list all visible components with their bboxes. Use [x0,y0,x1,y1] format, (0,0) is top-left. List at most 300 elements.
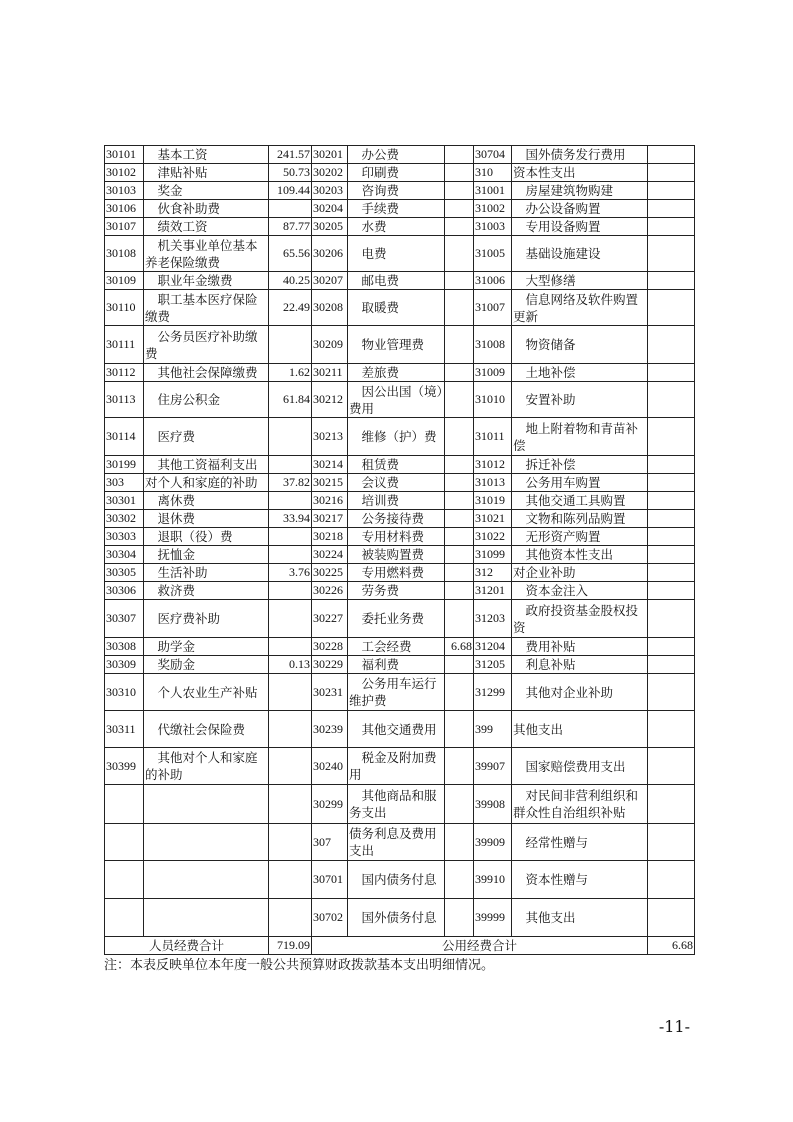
item-name: 专用材料费 [348,528,445,546]
table-row [105,899,695,937]
item-amount: 87.77 [269,218,312,236]
item-name: 其他工资福利支出 [144,456,269,474]
item-code: 30307 [105,600,144,638]
item-amount [269,711,312,748]
item-amount [648,546,695,564]
item-code: 31012 [474,456,512,474]
table-row [105,528,695,546]
item-amount [648,582,695,600]
item-amount [269,600,312,638]
item-amount [269,200,312,218]
item-amount [648,785,695,824]
item-amount: 0.13 [269,656,312,674]
item-amount [445,418,474,456]
item-name: 无形资产购置 [512,528,648,546]
item-amount: 50.73 [269,164,312,182]
item-code: 30309 [105,656,144,674]
personnel-total-amount: 719.09 [269,937,312,955]
item-name: 因公出国（境）费用 [349,383,443,416]
item-name: 退职（役）费 [144,528,269,546]
item-code: 30311 [105,711,144,748]
item-code: 31005 [474,236,512,272]
item-amount [648,748,695,785]
table-row [105,785,695,824]
item-code: 39999 [474,899,512,937]
item-code: 30203 [312,182,348,200]
item-code: 30308 [105,638,144,656]
item-amount [648,272,695,290]
item-amount [269,824,312,861]
table-row [105,200,695,218]
item-name: 其他资本性支出 [512,546,648,564]
item-amount [269,785,312,824]
item-amount: 6.68 [445,638,474,656]
item-name [144,785,269,824]
item-amount [648,899,695,937]
item-code: 39907 [474,748,512,785]
item-name: 拆迁补偿 [512,456,648,474]
item-code: 31008 [474,326,512,364]
item-name: 租赁费 [348,456,445,474]
item-amount [445,290,474,326]
item-name: 土地补偿 [512,364,648,382]
item-code: 30101 [105,146,144,164]
item-name: 福利费 [348,656,445,674]
table-row [105,492,695,510]
item-code: 30399 [105,748,144,785]
table-row [105,182,695,200]
item-amount [269,582,312,600]
table-row [105,638,695,656]
item-amount [269,748,312,785]
item-code: 31010 [474,382,512,418]
item-amount [648,382,695,418]
item-name: 国家赔偿费用支出 [512,748,648,785]
page-number: -11- [658,1017,690,1036]
item-amount [648,200,695,218]
item-amount [445,582,474,600]
item-code: 30214 [312,456,348,474]
table-row [105,600,695,638]
item-name: 其他交通费用 [348,711,445,748]
item-code: 31099 [474,546,512,564]
item-amount [648,418,695,456]
item-code: 30107 [105,218,144,236]
item-code: 30103 [105,182,144,200]
item-amount: 241.57 [269,146,312,164]
item-code: 39910 [474,861,512,899]
item-code: 30209 [312,326,348,364]
table-row [105,748,695,785]
item-code: 30205 [312,218,348,236]
item-code: 30227 [312,600,348,638]
table-row [105,364,695,382]
item-code: 31299 [474,674,512,711]
item-name: 对企业补助 [512,564,648,582]
item-code: 31007 [474,290,512,326]
item-name: 专用设备购置 [512,218,648,236]
item-amount [648,824,695,861]
item-code: 307 [312,824,348,861]
item-amount [648,600,695,638]
item-name: 基本工资 [144,146,269,164]
item-code: 303 [105,474,144,492]
item-amount [648,164,695,182]
item-amount [648,218,695,236]
item-name: 公务用车运行维护费 [348,674,445,711]
item-name: 对民间非营利组织和群众性自治组织补贴 [512,785,648,824]
item-amount [445,326,474,364]
item-code: 30305 [105,564,144,582]
item-amount [445,200,474,218]
item-code: 39908 [474,785,512,824]
item-amount [445,474,474,492]
item-code: 31022 [474,528,512,546]
item-name: 物资储备 [512,326,648,364]
item-amount [648,326,695,364]
item-amount [648,861,695,899]
item-amount [648,236,695,272]
item-name: 公务接待费 [348,510,445,528]
public-total-amount: 6.68 [648,937,695,955]
item-name: 经常性赠与 [512,824,648,861]
item-code: 30199 [105,456,144,474]
item-amount [445,564,474,582]
item-name: 基础设施建设 [512,236,648,272]
item-amount: 40.25 [269,272,312,290]
item-amount [648,290,695,326]
table-row [105,272,695,290]
item-amount: 65.56 [269,236,312,272]
item-amount: 3.76 [269,564,312,582]
item-amount [648,146,695,164]
item-code: 31006 [474,272,512,290]
item-name: 差旅费 [348,364,445,382]
item-amount: 33.94 [269,510,312,528]
item-name: 物业管理费 [348,326,445,364]
item-code: 30202 [312,164,348,182]
item-name: 其他商品和服务支出 [348,785,445,824]
table-row [105,546,695,564]
item-amount [445,492,474,510]
item-name: 代缴社会保险费 [144,711,269,748]
table-row [105,656,695,674]
item-amount [445,218,474,236]
item-amount [445,528,474,546]
item-name: 国外债务发行费用 [512,146,648,164]
item-name: 信息网络及软件购置更新 [512,290,648,326]
item-amount [269,492,312,510]
item-name: 文物和陈列品购置 [512,510,648,528]
item-name: 地上附着物和青苗补偿 [512,418,648,456]
item-amount [445,656,474,674]
item-amount [648,456,695,474]
item-code: 30206 [312,236,348,272]
item-name: 办公设备购置 [512,200,648,218]
item-amount [445,748,474,785]
item-code: 30304 [105,546,144,564]
item-name: 其他对个人和家庭的补助 [144,748,269,785]
item-code: 30208 [312,290,348,326]
item-amount [269,638,312,656]
item-name: 手续费 [348,200,445,218]
item-name: 绩效工资 [144,218,269,236]
item-code: 30204 [312,200,348,218]
table-row [105,218,695,236]
table-row [105,861,695,899]
item-amount [269,418,312,456]
item-amount: 37.82 [269,474,312,492]
totals-row [105,937,695,955]
item-code: 30240 [312,748,348,785]
item-code: 31009 [474,364,512,382]
item-amount [445,711,474,748]
item-name: 税金及附加费用 [348,748,445,785]
item-name: 个人农业生产补贴 [144,674,269,711]
item-code: 30108 [105,236,144,272]
item-name: 房屋建筑物购建 [512,182,648,200]
item-code: 30212 [312,382,348,418]
item-name: 资本性支出 [512,164,648,182]
item-name: 退休费 [144,510,269,528]
item-name: 资本性赠与 [512,861,648,899]
item-code: 30231 [312,674,348,711]
item-amount [445,600,474,638]
item-name: 利息补贴 [512,656,648,674]
item-code: 31201 [474,582,512,600]
item-amount [445,182,474,200]
item-amount [648,510,695,528]
item-name: 国外债务付息 [348,899,445,937]
table-row [105,824,695,861]
item-code: 30701 [312,861,348,899]
table-row [105,382,695,418]
item-amount [445,785,474,824]
item-name: 费用补贴 [512,638,648,656]
item-code [105,785,144,824]
item-code [105,824,144,861]
item-name: 电费 [348,236,445,272]
item-amount [648,528,695,546]
item-code: 30113 [105,382,144,418]
table-footnote: 注：本表反映单位本年度一般公共预算财政拨款基本支出明细情况。 [104,958,495,973]
item-name: 工会经费 [348,638,445,656]
item-name: 救济费 [144,582,269,600]
item-name: 职业年金缴费 [144,272,269,290]
item-name: 医疗费补助 [144,600,269,638]
item-name: 津贴补贴 [144,164,269,182]
personnel-total-label: 人员经费合计 [105,937,269,955]
table-row [105,236,695,272]
item-name: 被装购置费 [348,546,445,564]
item-code: 30112 [105,364,144,382]
item-name: 住房公积金 [144,382,269,418]
item-amount [445,546,474,564]
item-name: 咨询费 [348,182,445,200]
item-name: 对个人和家庭的补助 [144,474,269,492]
item-code: 30310 [105,674,144,711]
table-row [105,456,695,474]
public-total-label: 公用经费合计 [312,937,648,955]
item-code: 30213 [312,418,348,456]
item-amount: 22.49 [269,290,312,326]
item-name: 劳务费 [348,582,445,600]
table-row [105,510,695,528]
item-name: 伙食补助费 [144,200,269,218]
item-name: 资本金注入 [512,582,648,600]
item-amount [648,364,695,382]
item-name: 水费 [348,218,445,236]
item-name [144,861,269,899]
item-code: 30303 [105,528,144,546]
item-name: 机关事业单位基本养老保险缴费 [144,236,269,272]
item-code: 30226 [312,582,348,600]
item-code: 30225 [312,564,348,582]
item-amount [269,528,312,546]
item-amount [648,564,695,582]
item-amount [445,674,474,711]
item-name: 办公费 [348,146,445,164]
item-name: 其他支出 [512,899,648,937]
table-row [105,582,695,600]
item-code: 30306 [105,582,144,600]
item-amount [269,674,312,711]
item-name: 印刷费 [348,164,445,182]
item-amount [269,899,312,937]
table-row [105,290,695,326]
item-amount [445,236,474,272]
item-amount [445,861,474,899]
item-amount [445,272,474,290]
item-name: 债务利息及费用支出 [348,824,445,861]
item-amount [445,382,474,418]
item-amount [269,456,312,474]
item-amount [269,546,312,564]
item-code [105,861,144,899]
item-code: 30114 [105,418,144,456]
item-name: 安置补助 [512,382,648,418]
item-name: 邮电费 [348,272,445,290]
item-code: 312 [474,564,512,582]
table-row [105,164,695,182]
item-code: 31205 [474,656,512,674]
item-code: 31001 [474,182,512,200]
item-amount: 61.84 [269,382,312,418]
item-code: 30106 [105,200,144,218]
item-code: 31204 [474,638,512,656]
table-row [105,674,695,711]
item-code: 30102 [105,164,144,182]
item-name: 抚恤金 [144,546,269,564]
item-amount [269,326,312,364]
item-amount [445,824,474,861]
item-code: 31011 [474,418,512,456]
item-amount: 109.44 [269,182,312,200]
item-code: 31013 [474,474,512,492]
table-row [105,564,695,582]
item-code: 30224 [312,546,348,564]
item-amount [648,182,695,200]
item-code: 31019 [474,492,512,510]
item-name: 会议费 [348,474,445,492]
item-name: 其他支出 [512,711,648,748]
document-body [104,145,694,1036]
item-name: 国内债务付息 [348,861,445,899]
item-amount [445,164,474,182]
item-amount [445,510,474,528]
item-code: 30299 [312,785,348,824]
item-amount [445,899,474,937]
item-code: 30215 [312,474,348,492]
item-code: 30218 [312,528,348,546]
item-name: 维修（护）费 [348,418,445,456]
item-amount [648,656,695,674]
item-code: 30217 [312,510,348,528]
item-code [105,899,144,937]
item-name: 取暖费 [348,290,445,326]
item-code: 399 [474,711,512,748]
item-name: 大型修缮 [512,272,648,290]
item-code: 31203 [474,600,512,638]
item-amount [648,711,695,748]
item-name: 其他交通工具购置 [512,492,648,510]
table-row [105,146,695,164]
item-name: 职工基本医疗保险缴费 [144,290,269,326]
table-row [105,418,695,456]
table-row [105,474,695,492]
item-code: 30201 [312,146,348,164]
item-name: 离休费 [144,492,269,510]
item-name: 公务员医疗补助缴费 [144,326,269,364]
item-name: 培训费 [348,492,445,510]
item-code: 30216 [312,492,348,510]
item-name: 医疗费 [144,418,269,456]
item-name: 助学金 [144,638,269,656]
item-name: 政府投资基金股权投资 [512,600,648,638]
item-name: 其他社会保障缴费 [144,364,269,382]
item-code: 31002 [474,200,512,218]
item-name: 其他对企业补助 [512,674,648,711]
item-code: 30229 [312,656,348,674]
item-amount [269,861,312,899]
item-name: 公务用车购置 [512,474,648,492]
item-code: 30302 [105,510,144,528]
item-name [144,899,269,937]
item-name: 生活补助 [144,564,269,582]
item-name: 委托业务费 [348,600,445,638]
item-code: 30109 [105,272,144,290]
item-code: 30110 [105,290,144,326]
item-name: 奖金 [144,182,269,200]
item-code: 31021 [474,510,512,528]
item-name [144,824,269,861]
item-code: 310 [474,164,512,182]
item-code: 30211 [312,364,348,382]
item-code: 31003 [474,218,512,236]
expenditure-detail-table [104,145,695,955]
table-row [105,711,695,748]
table-row [105,326,695,364]
item-code: 30228 [312,638,348,656]
item-amount [648,492,695,510]
item-code: 30207 [312,272,348,290]
item-code: 30239 [312,711,348,748]
item-code: 39909 [474,824,512,861]
item-code: 30111 [105,326,144,364]
item-code: 30702 [312,899,348,937]
item-code: 30704 [474,146,512,164]
item-code: 30301 [105,492,144,510]
